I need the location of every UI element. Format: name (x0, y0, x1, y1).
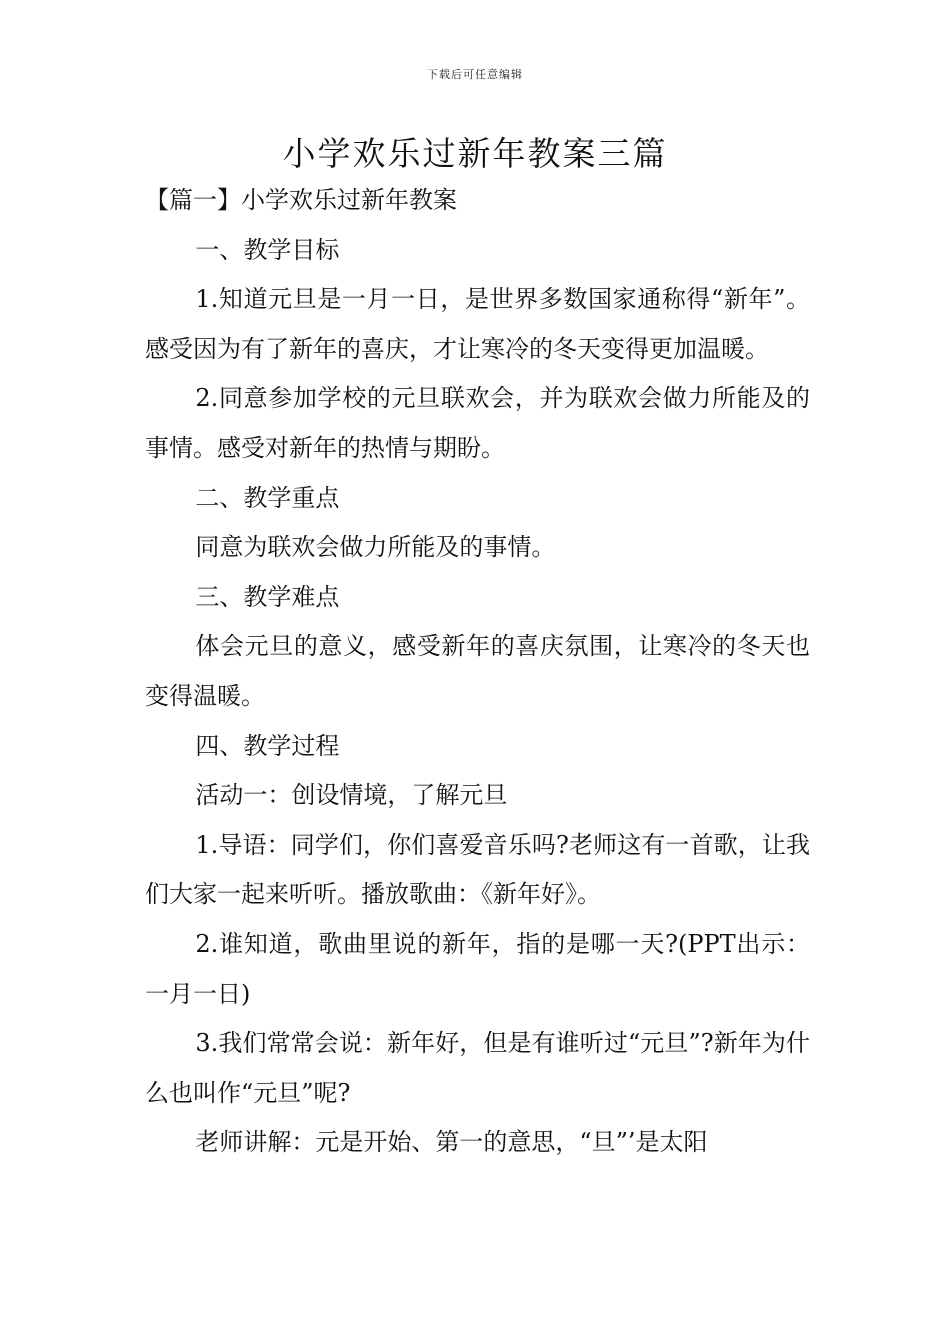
paragraph: 三、教学难点 (195, 582, 340, 611)
paragraph: 活动一：创设情境，了解元旦 (195, 781, 508, 810)
paragraph: 一、教学目标 (195, 235, 340, 264)
section-heading: 【篇一】小学欢乐过新年教案 (145, 186, 457, 214)
paragraph: 老师讲解：元是开始、第一的意思，“旦”’是太阳 (195, 1128, 708, 1157)
paragraph: 四、教学过程 (195, 731, 340, 760)
paragraph: 体会元旦的意义，感受新年的喜庆氛围，让寒冷的冬天也变得温暖。 (145, 632, 810, 710)
paragraph: 3.我们常常会说：新年好，但是有谁听过“元旦”?新年为什么也叫作“元旦”呢? (145, 1029, 810, 1107)
paragraph: 2.谁知道，歌曲里说的新年，指的是哪一天?(PPT出示：一月一日) (145, 929, 810, 1008)
paragraph: 同意为联欢会做力所能及的事情。 (195, 533, 556, 562)
document-title: 小学欢乐过新年教案三篇 (282, 134, 668, 173)
header-note: 下载后可任意编辑 (427, 68, 523, 81)
document-body (145, 176, 810, 1168)
paragraph: 2.同意参加学校的元旦联欢会，并为联欢会做力所能及的事情。感受对新年的热情与期盼。 (145, 384, 810, 462)
paragraph: 二、教学重点 (195, 483, 340, 512)
paragraph: 1.导语：同学们，你们喜爱音乐吗?老师这有一首歌，让我们大家一起来听听。播放歌曲：《新年好》。 (145, 830, 810, 909)
paragraph: 1.知道元旦是一月一日，是世界多数国家通称得“新年”。感受因为有了新年的喜庆，才让寒冷的冬天变得更加温暖。 (145, 285, 810, 363)
